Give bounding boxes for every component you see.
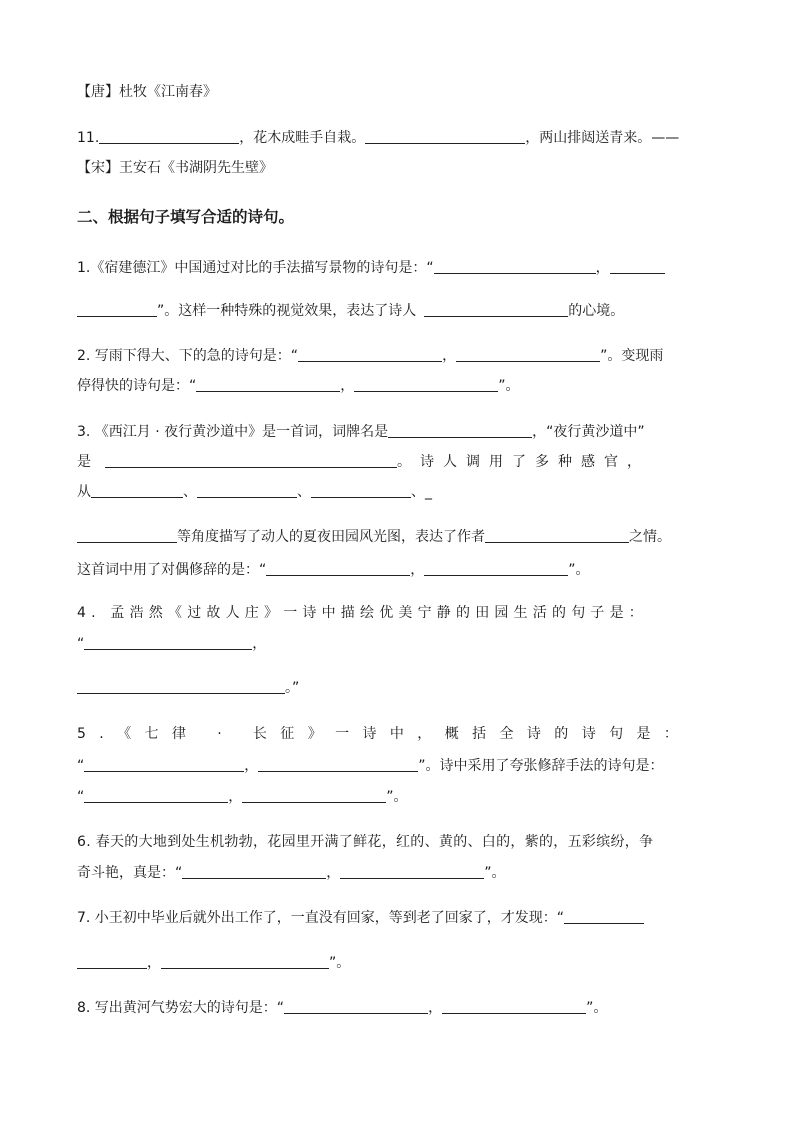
- question-text: 7. 小王初中毕业后就外出工作了，一直没有回家，等到老了回家了，才发现：“: [77, 910, 565, 926]
- question-text: “: [77, 636, 85, 652]
- answer-blank[interactable]: [182, 864, 326, 879]
- section-title: 二、根据句子填写合适的诗句。: [77, 208, 295, 226]
- question-text: ，“夜行黄沙道中”: [532, 424, 645, 440]
- question-text: ，花木成畦手自栽。: [239, 130, 366, 146]
- section-heading: [77, 207, 294, 227]
- answer-blank[interactable]: [105, 453, 397, 468]
- question-text: 5.《七律 · 长征》一诗中，概括全诗的诗句是：: [77, 726, 692, 742]
- question-text: 6. 春天的大地到处生机勃勃，花园里开满了鲜花，红的、黄的、白的，紫的，五彩缤纷，争: [77, 834, 654, 850]
- answer-blank[interactable]: [485, 528, 629, 543]
- question-text: 是: [77, 454, 91, 470]
- question-text: ”。这样一种特殊的视觉效果，表达了诗人: [157, 303, 417, 319]
- question-text: ”。: [386, 789, 408, 805]
- answer-blank[interactable]: [161, 954, 329, 969]
- answer-blank[interactable]: [311, 483, 411, 498]
- question-text: ，: [410, 562, 425, 578]
- answer-blank[interactable]: [354, 377, 498, 392]
- question-1: [77, 258, 665, 278]
- answer-blank[interactable]: [424, 302, 568, 317]
- question-text: ，: [595, 260, 610, 276]
- question-4-line2: [77, 634, 266, 654]
- question-text: 等角度描写了动人的夏夜田园风光图，表达了作者: [177, 529, 485, 545]
- question-text: 2. 写雨下得大、下的急的诗句是：“: [77, 348, 299, 364]
- answer-blank[interactable]: [77, 528, 177, 543]
- question-text: 、: [297, 484, 311, 500]
- answer-blank[interactable]: [388, 423, 532, 438]
- question-7: [77, 908, 644, 928]
- question-7-line2: [77, 953, 350, 973]
- answer-blank[interactable]: [77, 954, 147, 969]
- answer-blank[interactable]: [242, 788, 386, 803]
- question-8: [77, 998, 607, 1018]
- question-text: ”。: [498, 378, 520, 394]
- question-4: [77, 603, 648, 623]
- answer-blank[interactable]: [258, 757, 418, 772]
- source-text: 【宋】王安石《书湖阴先生壁》: [77, 160, 273, 176]
- question-text: 从: [77, 484, 91, 500]
- question-text: 奇斗艳，真是：“: [77, 865, 183, 881]
- question-text: 3. 《西江月 · 夜行黄沙道中》是一首词，词牌名是: [77, 424, 389, 440]
- question-5-line2: [77, 756, 664, 776]
- question-3-line2: [77, 452, 650, 472]
- question-text: 之情。: [629, 529, 671, 545]
- question-2-cont: [77, 376, 520, 396]
- answer-blank[interactable]: [99, 129, 239, 144]
- question-text: ”。: [568, 562, 590, 578]
- question-2: [77, 346, 663, 366]
- question-text: 8. 写出黄河气势宏大的诗句是：“: [77, 1000, 285, 1016]
- question-1-cont: [77, 301, 624, 321]
- question-text: ”。变现雨: [600, 348, 664, 364]
- answer-blank[interactable]: [84, 757, 244, 772]
- question-6-line2: [77, 863, 506, 883]
- answer-blank[interactable]: [610, 259, 665, 274]
- answer-blank[interactable]: [340, 864, 484, 879]
- question-text: 4. 孟浩然《过故人庄》一诗中描绘优美宁静的田园生活的句子是：: [77, 605, 649, 621]
- question-5-line3: [77, 787, 408, 807]
- answer-blank[interactable]: [456, 347, 600, 362]
- question-text: 这首词中用了对偶修辞的是：“: [77, 562, 267, 578]
- question-text: 的心境。: [568, 303, 625, 319]
- question-text: 。诗人调用了多种感官，: [397, 454, 650, 470]
- question-text: ”。: [586, 1000, 608, 1016]
- answer-blank[interactable]: [84, 635, 252, 650]
- question-text: 停得快的诗句是：“: [77, 378, 197, 394]
- answer-blank[interactable]: [196, 377, 340, 392]
- question-text: ，: [442, 348, 457, 364]
- question-number: 11.: [77, 130, 100, 146]
- answer-blank[interactable]: [434, 259, 596, 274]
- answer-blank[interactable]: [298, 347, 442, 362]
- answer-blank[interactable]: [84, 788, 228, 803]
- question-text: 、: [183, 484, 197, 500]
- question-4-line3: [77, 678, 299, 698]
- question-text: “: [77, 758, 85, 774]
- question-5: [77, 724, 691, 744]
- answer-blank[interactable]: [564, 909, 644, 924]
- source-line-song: [77, 158, 273, 178]
- answer-blank[interactable]: [77, 679, 285, 694]
- question-text: 。”: [285, 680, 300, 696]
- answer-blank[interactable]: [77, 302, 157, 317]
- answer-blank[interactable]: [424, 561, 568, 576]
- question-11: [77, 128, 679, 148]
- question-text: ，两山排闼送青来。——: [525, 130, 680, 146]
- question-text: ”。诗中采用了夸张修辞手法的诗句是：: [418, 758, 664, 774]
- source-text: 【唐】杜牧《江南春》: [77, 84, 217, 100]
- question-text: 1.《宿建德江》中国通过对比的手法描写景物的诗句是：“: [77, 260, 434, 276]
- question-text: ，: [340, 378, 355, 394]
- source-line-tang: [77, 82, 217, 102]
- question-6: [77, 832, 653, 852]
- answer-blank[interactable]: [284, 999, 428, 1014]
- question-text: ，: [147, 955, 161, 971]
- question-text: 、_: [411, 484, 432, 500]
- question-text: ，: [326, 865, 341, 881]
- question-3-line3: [77, 482, 432, 502]
- answer-blank[interactable]: [365, 129, 525, 144]
- answer-blank[interactable]: [266, 561, 410, 576]
- question-text: ，: [228, 789, 243, 805]
- question-text: “: [77, 789, 85, 805]
- answer-blank[interactable]: [197, 483, 297, 498]
- question-text: ，: [428, 1000, 443, 1016]
- question-text: ，: [252, 636, 267, 652]
- question-3: [77, 422, 645, 442]
- question-3-line5: [77, 560, 590, 580]
- question-text: ”。: [329, 955, 351, 971]
- answer-blank[interactable]: [442, 999, 586, 1014]
- question-text: ，: [244, 758, 259, 774]
- answer-blank[interactable]: [91, 483, 183, 498]
- question-text: ”。: [484, 865, 506, 881]
- question-3-line4: [77, 527, 671, 547]
